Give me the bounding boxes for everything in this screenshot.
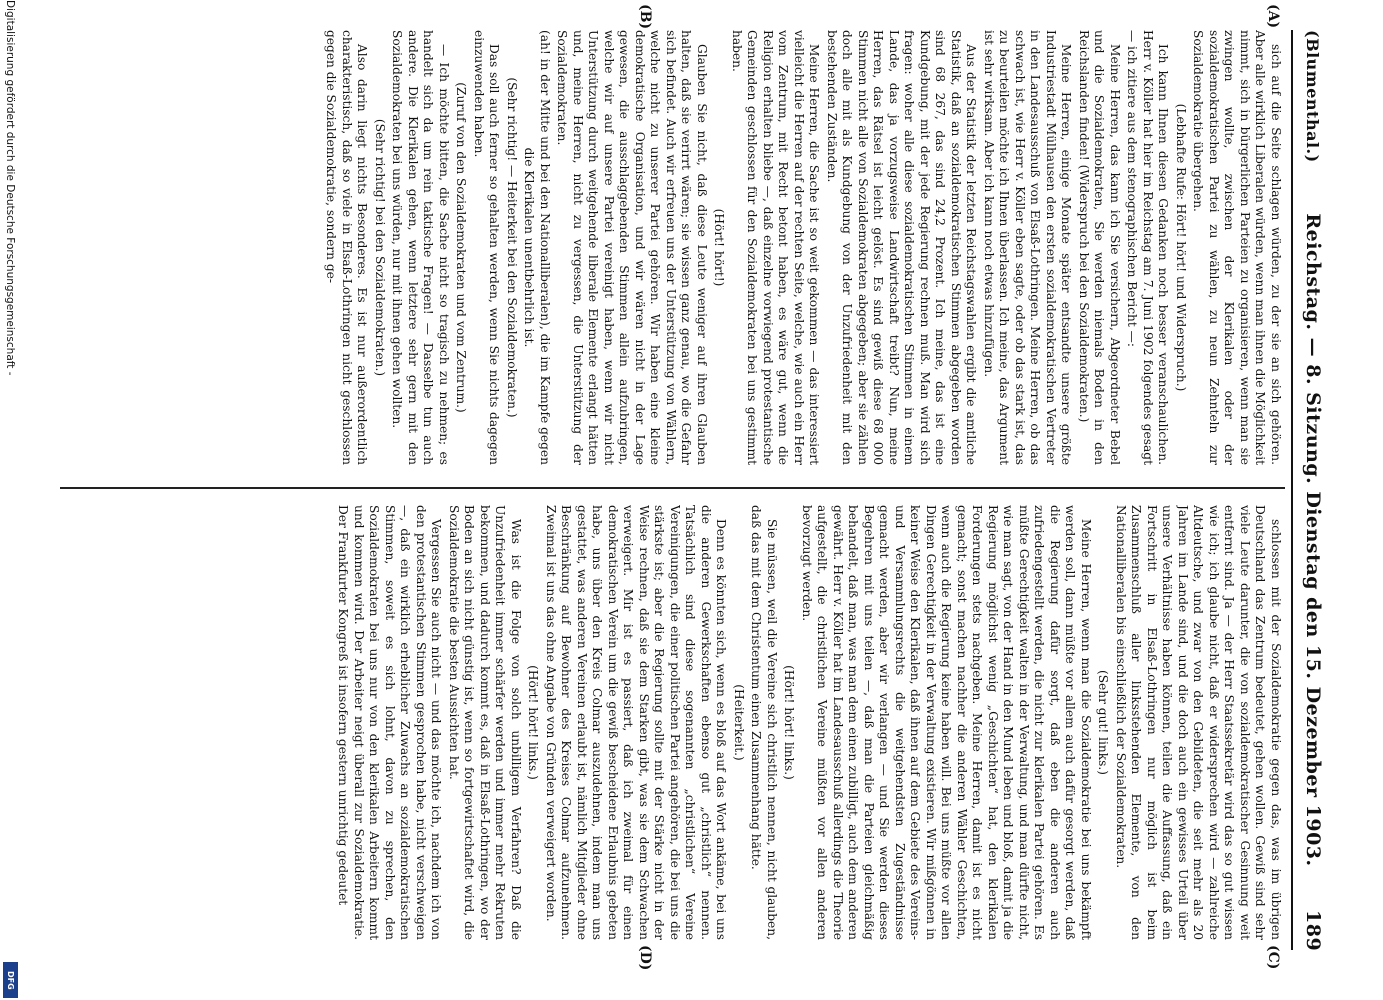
column-divider — [60, 487, 1285, 489]
interjection: (Sehr gut! links.) — [1096, 669, 1111, 776]
paragraph: Meine Herren, einige Monate später entsandte unsere größte Industriestadt Mülhausen den ersten sozialdemokratischen Vertreter in den Landesausschuß von Elsaß-Lothringen. Meine Herren, ob das schwach ist, wie Herr v. Köller eben sagte, oder ob das stark ist, das zu beurteilen möchte ich Ihnen überlassen. Ich meine, das Argument ist sehr wirksam. Aber ich kann noch etwas hinzufügen. — [982, 30, 1074, 465]
credit-text: Digitalisierung gefördert durch die Deutsche Forschungsgemeinschaft - — [4, 0, 16, 376]
page-number: 189 — [1302, 910, 1324, 952]
interjection: (Zuruf von den Sozialdemokraten und vom Zentrum.) — [454, 82, 469, 413]
interjection: (Sehr richtig! — Heiterkeit bei den Sozialdemokraten.) — [505, 77, 519, 418]
paragraph: Also darin liegt nichts Besonderes. Es ist nur außerordentlich charakteristisch, daß so viele in Elsaß-Lothringen nicht geschlossen gegen die Sozialdemokratie, sondern ge- — [324, 30, 370, 465]
paragraph: Ich kann Ihnen diesen Gedanken noch besser veranschaulichen. Herr v. Köller hat hier im Reichstag am 7. Juni 1902 folgendes gesagt — ich zitiere aus dem stenographischen Bericht —: — [1125, 30, 1171, 465]
paragraph: — Ich möchte bitten, die Sache nicht so tragisch zu nehmen; es handelt sich da um rein taktische Fragen! — Dasselbe tun auch andere. Die Klerikalen gehen, wenn letztere sehr gern mit den Sozialdemokraten bei uns würden, nur mit ihnen gehen wollten. — [390, 30, 451, 465]
interjection: (Lebhafte Rufe: Hört! hört! und Widerspruch.) — [1174, 103, 1188, 392]
page-header — [1291, 30, 1333, 950]
section-marker-d: (D) — [637, 945, 653, 971]
interjection: (Sehr richtig! bei den Sozialdemokraten.) — [373, 118, 387, 377]
paragraph: Meine Herren, die Sache ist so weit gekommen — das interessiert vielleicht die Herren auf der rechten Seite, welche, wie auch ein Herr vom Zentrum, mit Recht betont haben, es wäre gut, wenn die Religion erhalten bliebe —, daß einzelne vorwiegend protestantische Gemeinden geschlossen für den Sozialdemokraten bei uns gestimmt haben. — [730, 30, 822, 465]
right-text-column — [58, 505, 1283, 940]
interjection: (Heiterkeit.) — [732, 684, 746, 761]
paragraph: Glauben Sie nicht, daß diese Leute weniger auf ihren Glauben halten, daß sie verirrt wären; sie wissen ganz genau, wo die Gefahr sich befindet. Auch wir erfreuen uns der Unterstützung von Wählern, welche nicht zu unserer Partei gehören. Wir haben eine kleine demokratische Organisation, und wir wären nicht in der Lage gewesen, die ausschlaggebenden Stimmen allein aufzubringen, welche wir auf unsere Partei vereinigt haben, wenn wir nicht Unterstützung durch weitgehende liberale Elemente erlangt hätten und, meine Herren, nicht zu vergessen, die Unterstützung der Sozialdemokraten. — [555, 30, 709, 465]
paragraph: Denn es könnten sich, wenn es bloß auf das Wort ankäme, bei uns die anderen Gewerkschaften ebenso gut „christlich“ nennen. Tatsächlich sind diese sogenannten „christlichen“ Vereine Vereinigungen, die einer politischen Partei angehören, die bei uns die stärkste ist; aber die Regierung sollte mit der Stärke nicht in der Weise rechnen, daß sie dem Starken gibt, was sie dem Schwachen verweigert. Mir ist es passiert, daß ich zweimal für einen demokratischen Verein um die gewiß bescheidene Erlaubnis gebeten habe, uns über den Kreis Colmar auszudehnen, indem man uns gestattet, was anderen Vereinen erlaubt ist, nämlich Mitglieder ohne Beschränkung auf Bewohner des Kreises Colmar aufzunehmen. Zweimal ist uns das ohne Angabe von Gründen verweigert worden. — [544, 505, 729, 940]
section-marker-b: (B) — [637, 4, 653, 30]
section-marker-a: (A) — [1265, 4, 1281, 29]
scanned-page — [50, 0, 1333, 1000]
dfg-logo-badge: DFG — [3, 962, 18, 998]
section-marker-c: (C) — [1265, 945, 1281, 970]
page-title: Reichstag. — 8. Sitzung. Dienstag den 15. Dezember 1903. — [1302, 213, 1324, 867]
interjection: (Hört! hört! links.) — [526, 665, 541, 780]
interjection: (Hört! hört!) — [712, 208, 727, 287]
paragraph: Was ist die Folge von solch unbilligem Verfahren? Daß die Unzufriedenheit immer schärfer werden und immer mehr Rekruten bekommen, und dadurch kommt es, daß in Elsaß-Lothringen, wo der Boden an sich nicht günstig ist, wenn so fortgewirtschaftet wird, die Sozialdemokratie die besten Aussichten hat. — [447, 505, 523, 940]
paragraph: sich auf die Seite schlagen würden, zu der sie an sich gehören. Aber alle wirklich Liberalen würden, wenn man ihnen die Möglichkeit nimmt, sich in bürgerlichen Parteien zu organisieren, wenn man sie zwingen wollte, zwischen der Klerikalen oder der sozialdemokratischen Partei zu wählen, zu neun Zehnteln zur Sozialdemokratie übergehen. — [1191, 30, 1283, 465]
paragraph: Vergessen Sie auch nicht — und das möchte ich, nachdem ich von den protestantischen Stimmen gesprochen habe, nicht verschweigen —, daß ein wirklich erheblicher Zuwachs an sozialdemokratischen Stimmen, soweit es sich lohnt, davon zu sprechen, den Sozialdemokraten bei uns nur von den klerikalen Arbeitern kommt und kommen wird. Der Arbeiter neigt überall zur Sozialdemokratie. Der Frankfurter Kongreß ist insofern gestern unrichtig gedeutet — [336, 505, 444, 940]
speaker-label: (Blumenthal.) — [1303, 30, 1323, 163]
digitization-credit — [2, 0, 18, 1000]
paragraph: Das soll auch ferner so gehalten werden, wenn Sie nichts dagegen einzuwenden haben. — [472, 30, 502, 465]
paragraph: Meine Herren, wenn man die Sozialdemokratie bei uns bekämpft werden soll, dann müßte vor allem auch dafür gesorgt werden, daß die Regierung dafür sorgt, daß eben die anderen auch zufriedengestellt werden, die nicht zur klerikalen Partei gehören. Es müßte Gerechtigkeit walten in der Verwaltung, und man dürfte nicht, wie man sagt, von der Hand in den Mund leben und bloß, damit ja die Regierung möglichst wenig „Geschichten“ hat, den klerikalen Forderungen stets nachgeben. Meine Herren, damit ist es nicht gemacht; sonst machen nachher die anderen Wähler Geschichten, wenn auch die Regierung keine haben will. Bei uns müßte vor allen Dingen Gerechtigkeit in der Verwaltung existieren. Wir mißgönnen in keiner Weise den Klerikalen, daß ihnen auf dem Gebiete des Vereins- und Versammlungsrechts die weitgehendsten Zugeständnisse gemacht werden, aber wir verlangen — und Sie werden dieses Begehren mit uns teilen —, daß man die Parteien gleichmäßig behandelt, daß man, was man dem einen zubilligt, auch dem anderen gewährt. Herr v. Köller hat im Landesausschuß allerdings die Theorie aufgestellt, die christlichen Vereine müßten vor allen anderen bevorzugt werden. — [800, 505, 1093, 940]
paragraph: Sie müssen, weil die Vereine sich christlich nennen, nicht glauben, daß das mit dem Christentum einen Zusammenhang hätte. — [749, 505, 779, 940]
left-text-column — [58, 30, 1283, 465]
paragraph: schlossen mit der Sozialdemokratie gegen das, was im übrigen Deutschland das Zentrum bedeutet, gehen wollen. Gewiß sind sehr viele Leute darunter, die von sozialdemokratischer Gesinnung weit entfernt sind. Ja — der Herr Staatssekretär wird das so gut wissen wie ich; ich glaube nicht, daß er widersprechen wird — zahlreiche Altdeutsche, und zwar von den Gebildeten, die seit mehr als 20 Jahren im Lande sind, und die doch auch ein gewisses Urteil über unsere Verhältnisse haben können, teilen die Auffassung, daß ein Fortschritt in Elsaß-Lothringen nur möglich ist beim Zusammenschluß aller linksstehenden Elemente, von den Nationalliberalen bis einschließlich der Sozialdemokraten. — [1114, 505, 1283, 940]
paragraph: Meine Herren, das kann ich Sie versichern, Abgeordneter Bebel und die Sozialdemokraten, Sie werden niemals Boden in den Reichslanden finden! (Widerspruch bei den Sozialdemokraten.) — [1077, 30, 1122, 465]
paragraph: Aus der Statistik der letzten Reichstagswahlen ergibt die amtliche Statistik, daß an sozialdemokratischen Stimmen abgegeben worden sind 68 267, das sind 24,2 Prozent. Ich meine, das ist eine Kundgebung, mit der jede Regierung rechnen muß. Man wird sich fragen: woher alle diese sozialdemokratischen Stimmen in einem Lande, das ja vorzugsweise Landwirtschaft treibt? Nun, meine Herren, das Rätsel ist leicht gelöst. Es sind gewiß diese 68 000 Stimmen nicht alle von Sozialdemokraten abgegeben; aber sie zählen doch alle mit als Kundgebung von der Unzufriedenheit mit den bestehenden Zuständen. — [825, 30, 979, 465]
interjection: (Hört! hört! links.) — [782, 665, 797, 780]
interjection: (ah! in der Mitte und bei den Nationalliberalen), die im Kampfe gegen die Klerikalen unentbehrlich ist. — [522, 30, 552, 465]
